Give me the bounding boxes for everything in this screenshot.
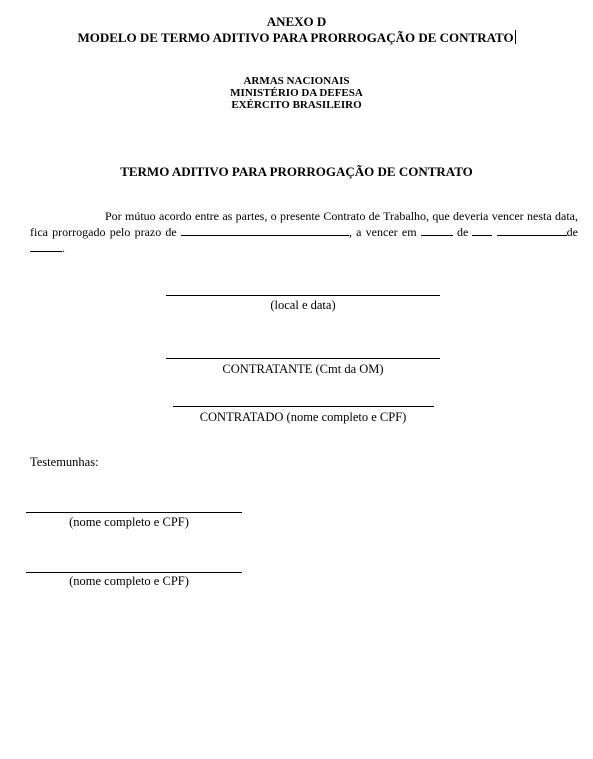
local-date-signature-line [166,295,440,296]
document-title: TERMO ADITIVO PARA PRORROGAÇÃO DE CONTRATO [120,164,473,179]
org-line-armas: ARMAS NACIONAIS [243,75,350,87]
paragraph-text-1: Por mútuo acordo entre as partes, o presente Contrato de Trabalho, que deveria vencer nesta data, fica prorrogado pelo prazo de [30,209,578,239]
model-title-text: MODELO DE TERMO ADITIVO PARA PRORROGAÇÃO DE CONTRATO [77,30,514,45]
extension-paragraph [30,208,578,256]
contratado-caption: CONTRATADO (nome completo e CPF) [199,410,407,424]
model-title [0,30,593,46]
text-cursor [515,30,516,44]
witness1-caption: (nome completo e CPF) [69,515,189,529]
org-line-exercito: EXÉRCITO BRASILEIRO [231,99,362,111]
paragraph-de-1: de [456,225,469,239]
local-date-caption: (local e data) [270,298,336,312]
contratado-signature-line [173,406,434,407]
paragraph-text-2: , a vencer em [348,225,417,239]
witness2-signature-line [26,572,242,573]
blank-ano [30,240,62,252]
witness2-caption: (nome completo e CPF) [69,574,189,588]
contratante-caption: CONTRATANTE (Cmt da OM) [222,362,384,376]
blank-mes-1 [472,224,492,236]
contratante-signature-line [166,358,440,359]
annex-heading: ANEXO D [266,14,327,29]
paragraph-end: . [62,241,65,255]
witness1-signature-line [26,512,242,513]
witnesses-label: Testemunhas: [30,455,99,469]
blank-dia [421,224,453,236]
blank-mes-2 [497,224,567,236]
org-line-ministerio: MINISTÉRIO DA DEFESA [230,87,363,99]
blank-prazo [181,224,349,236]
paragraph-de-2: de [566,225,578,239]
